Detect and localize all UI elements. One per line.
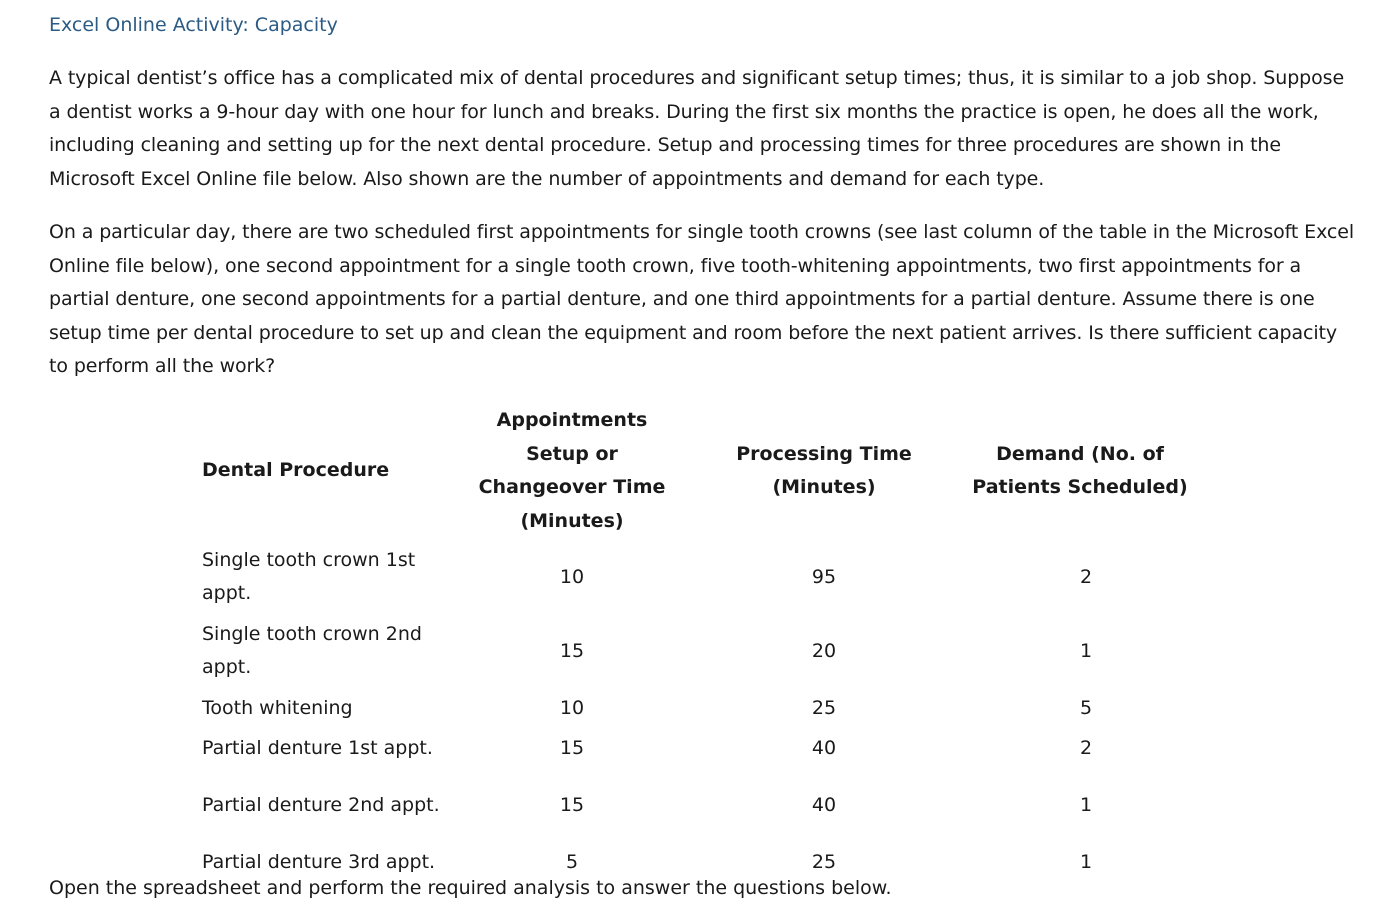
header-dental-procedure: Dental Procedure — [202, 459, 390, 482]
table-row — [202, 688, 1194, 728]
procedure-name: Single tooth crown 2nd appt. — [202, 622, 422, 679]
procedure-name: Tooth whitening — [202, 696, 353, 719]
header-processing-time: Processing Time (Minutes) — [736, 442, 912, 499]
processing-time-value: 40 — [811, 736, 837, 759]
procedure-name: Partial denture 2nd appt. — [202, 793, 440, 816]
table-row — [202, 768, 1194, 842]
intro-paragraph: A typical dentist’s office has a complicated mix of dental procedures and significant setup times; thus, it is similar to a job shop. Suppose a dentist works a 9-hour day with one hour for lunch and breaks. During the first six months the practice is open, he does all the work, including cleaning and setting up for the next dental procedure. Setup and processing times for three procedures are shown in the Microsoft Excel Online file below. Also shown are the number of appointments and demand for each type. — [49, 67, 1345, 190]
processing-time-value: 20 — [811, 639, 837, 662]
table-row — [202, 614, 1194, 688]
header-demand: Demand (No. of Patients Scheduled) — [972, 442, 1188, 499]
setup-time-value: 10 — [559, 565, 585, 588]
question-paragraph: On a particular day, there are two scheduled first appointments for single tooth crowns (see last column of the table in the Microsoft Excel Online file below), one second appointment for a single tooth crown, five tooth-whitening appointments, two first appointments for a partial denture, one second appointments for a partial denture, and one third appointments for a partial denture. Assume there is one setup time per dental procedure to set up and clean the equipment and room before the next patient arrives. Is there sufficient capacity to perform all the work? — [49, 221, 1355, 378]
instructions-footer: Open the spreadsheet and perform the required analysis to answer the questions below. — [49, 877, 892, 899]
procedure-name: Partial denture 3rd appt. — [202, 850, 436, 873]
demand-value: 1 — [1079, 793, 1093, 816]
procedure-name: Single tooth crown 1st appt. — [202, 548, 416, 605]
setup-time-value: 10 — [559, 696, 585, 719]
setup-time-value: 5 — [565, 850, 579, 873]
table-row — [202, 538, 1194, 614]
table-header-row — [202, 404, 1194, 538]
demand-value: 1 — [1079, 850, 1093, 873]
processing-time-value: 25 — [811, 696, 837, 719]
demand-value: 1 — [1079, 639, 1093, 662]
table-row — [202, 728, 1194, 768]
demand-value: 5 — [1079, 696, 1093, 719]
processing-time-value: 40 — [811, 793, 837, 816]
activity-title: Excel Online Activity: Capacity — [49, 14, 338, 36]
setup-time-value: 15 — [559, 793, 585, 816]
demand-value: 2 — [1079, 565, 1093, 588]
processing-time-value: 25 — [811, 850, 837, 873]
procedures-table — [202, 404, 1194, 882]
procedure-name: Partial denture 1st appt. — [202, 736, 433, 759]
processing-time-value: 95 — [811, 565, 837, 588]
setup-time-value: 15 — [559, 639, 585, 662]
demand-value: 2 — [1079, 736, 1093, 759]
setup-time-value: 15 — [559, 736, 585, 759]
header-setup-time: Appointments Setup or Changeover Time (Minutes) — [478, 409, 666, 532]
